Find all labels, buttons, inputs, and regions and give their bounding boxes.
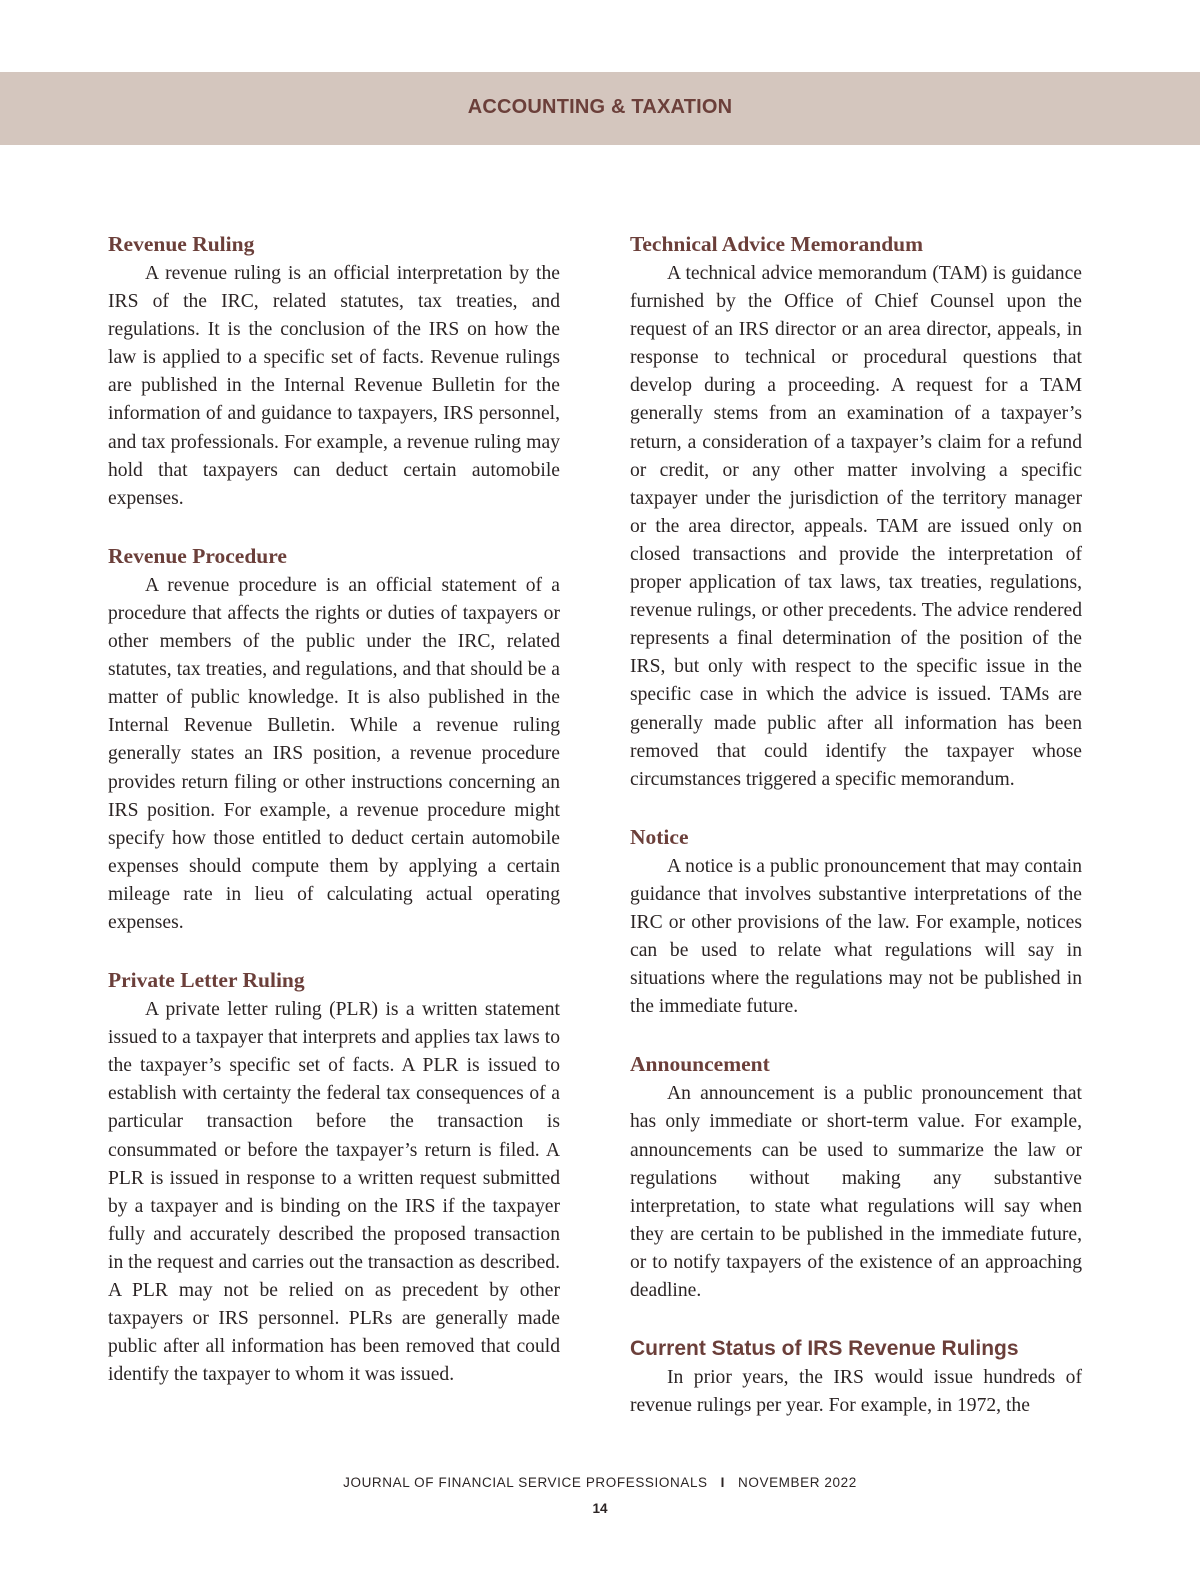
section-heading: Revenue Ruling [108, 232, 255, 256]
section-heading: Notice [630, 824, 689, 849]
section-heading: Private Letter Ruling [108, 968, 305, 993]
footer-separator: I [720, 1475, 726, 1490]
section-heading: Technical Advice Memorandum [630, 232, 924, 256]
section-technical-advice-memorandum [630, 229, 1082, 794]
footer-running-title [0, 1475, 1200, 1490]
footer-issue-date: NOVEMBER 2022 [738, 1475, 857, 1490]
section-heading: Revenue Procedure [108, 543, 287, 568]
section-notice [630, 822, 1082, 1022]
section-revenue-ruling [108, 229, 560, 513]
section-paragraph: A private letter ruling (PLR) is a written statement issued to a taxpayer that interprets and applies tax laws to the taxpayer’s specific set of facts. A PLR is issued to establish with certainty the federal tax consequences of a particular transaction before the transaction is consummated or before the taxpayer’s return is filed. A PLR is issued in response to a written request submitted by a taxpayer and is binding on the IRS if the taxpayer fully and accurately described the proposed transaction in the request and carries out the transaction as described. A PLR may not be relied on as precedent by other taxpayers or IRS personnel. PLRs are generally made public after all information has been removed that could identify the taxpayer to whom it was issued. [108, 999, 560, 1386]
left-column [108, 229, 560, 1417]
section-paragraph: An announcement is a public pronouncement that has only immediate or short-term value. For example, announcements can be used to summarize the law or regulations without making any substantive interpretation, to state what regulations will say when they are certain to be published in the immediate future, or to notify taxpayers of the existence of an approaching deadline. [630, 1083, 1082, 1301]
section-private-letter-ruling [108, 965, 560, 1389]
section-paragraph: In prior years, the IRS would issue hundreds of revenue rulings per year. For example, in 1972, the [630, 1367, 1082, 1417]
footer-journal-name: JOURNAL OF FINANCIAL SERVICE PROFESSIONALS [343, 1475, 708, 1490]
section-announcement [630, 1049, 1082, 1305]
right-column [630, 229, 1082, 1448]
section-paragraph: A notice is a public pronouncement that may contain guidance that involves substantive interpretations of the IRC or other provisions of the law. For example, notices can be used to relate what regulations will say in situations where the regulations may not be published in the immediate future. [630, 855, 1082, 1018]
section-revenue-procedure [108, 541, 560, 937]
section-paragraph: A revenue ruling is an official interpretation by the IRS of the IRC, related statutes, tax treaties, and regulations. It is the conclusion of the IRS on how the law is applied to a specific set of facts. Revenue rulings are published in the Internal Revenue Bulletin for the information of and guidance to taxpayers, IRS personnel, and tax professionals. For example, a revenue ruling may hold that taxpayers can deduct certain automobile expenses. [108, 263, 560, 509]
article-subheading: Current Status of IRS Revenue Rulings [630, 1337, 1019, 1361]
section-paragraph: A revenue procedure is an official statement of a procedure that affects the rights or duties of taxpayers or other members of the public under the IRC, related statutes, tax treaties, and regulations, and that should be a matter of public knowledge. It is also published in the Internal Revenue Bulletin. While a revenue ruling generally states an IRS position, a revenue procedure provides return filing or other instructions concerning an IRS position. For example, a revenue procedure might specify how those entitled to deduct certain automobile expenses should compute them by applying a certain mileage rate in lieu of calculating actual operating expenses. [108, 574, 560, 933]
section-paragraph: A technical advice memorandum (TAM) is guidance furnished by the Office of Chief Counsel upon the request of an IRS director or an area director, appeals, in response to technical or procedural questions that develop during a proceeding. A request for a TAM generally stems from an examination of a taxpayer’s return, a consideration of a taxpayer’s claim for a refund or credit, or any other matter involving a specific taxpayer under the jurisdiction of the territory manager or the area director, appeals. TAM are issued only on closed transactions and provide the interpretation of proper application of tax laws, tax treaties, regulations, revenue rulings, or other precedents. The advice rendered represents a final determination of the position of the IRS, but only with respect to the specific issue in the specific case in which the advice is issued. TAMs are generally made public after all information has been removed that could identify the taxpayer whose circumstances triggered a specific memorandum. [630, 263, 1082, 790]
section-header-title: ACCOUNTING & TAXATION [467, 96, 733, 118]
page-number: 14 [592, 1501, 608, 1516]
section-current-status [630, 1333, 1082, 1420]
section-heading: Announcement [630, 1052, 770, 1077]
